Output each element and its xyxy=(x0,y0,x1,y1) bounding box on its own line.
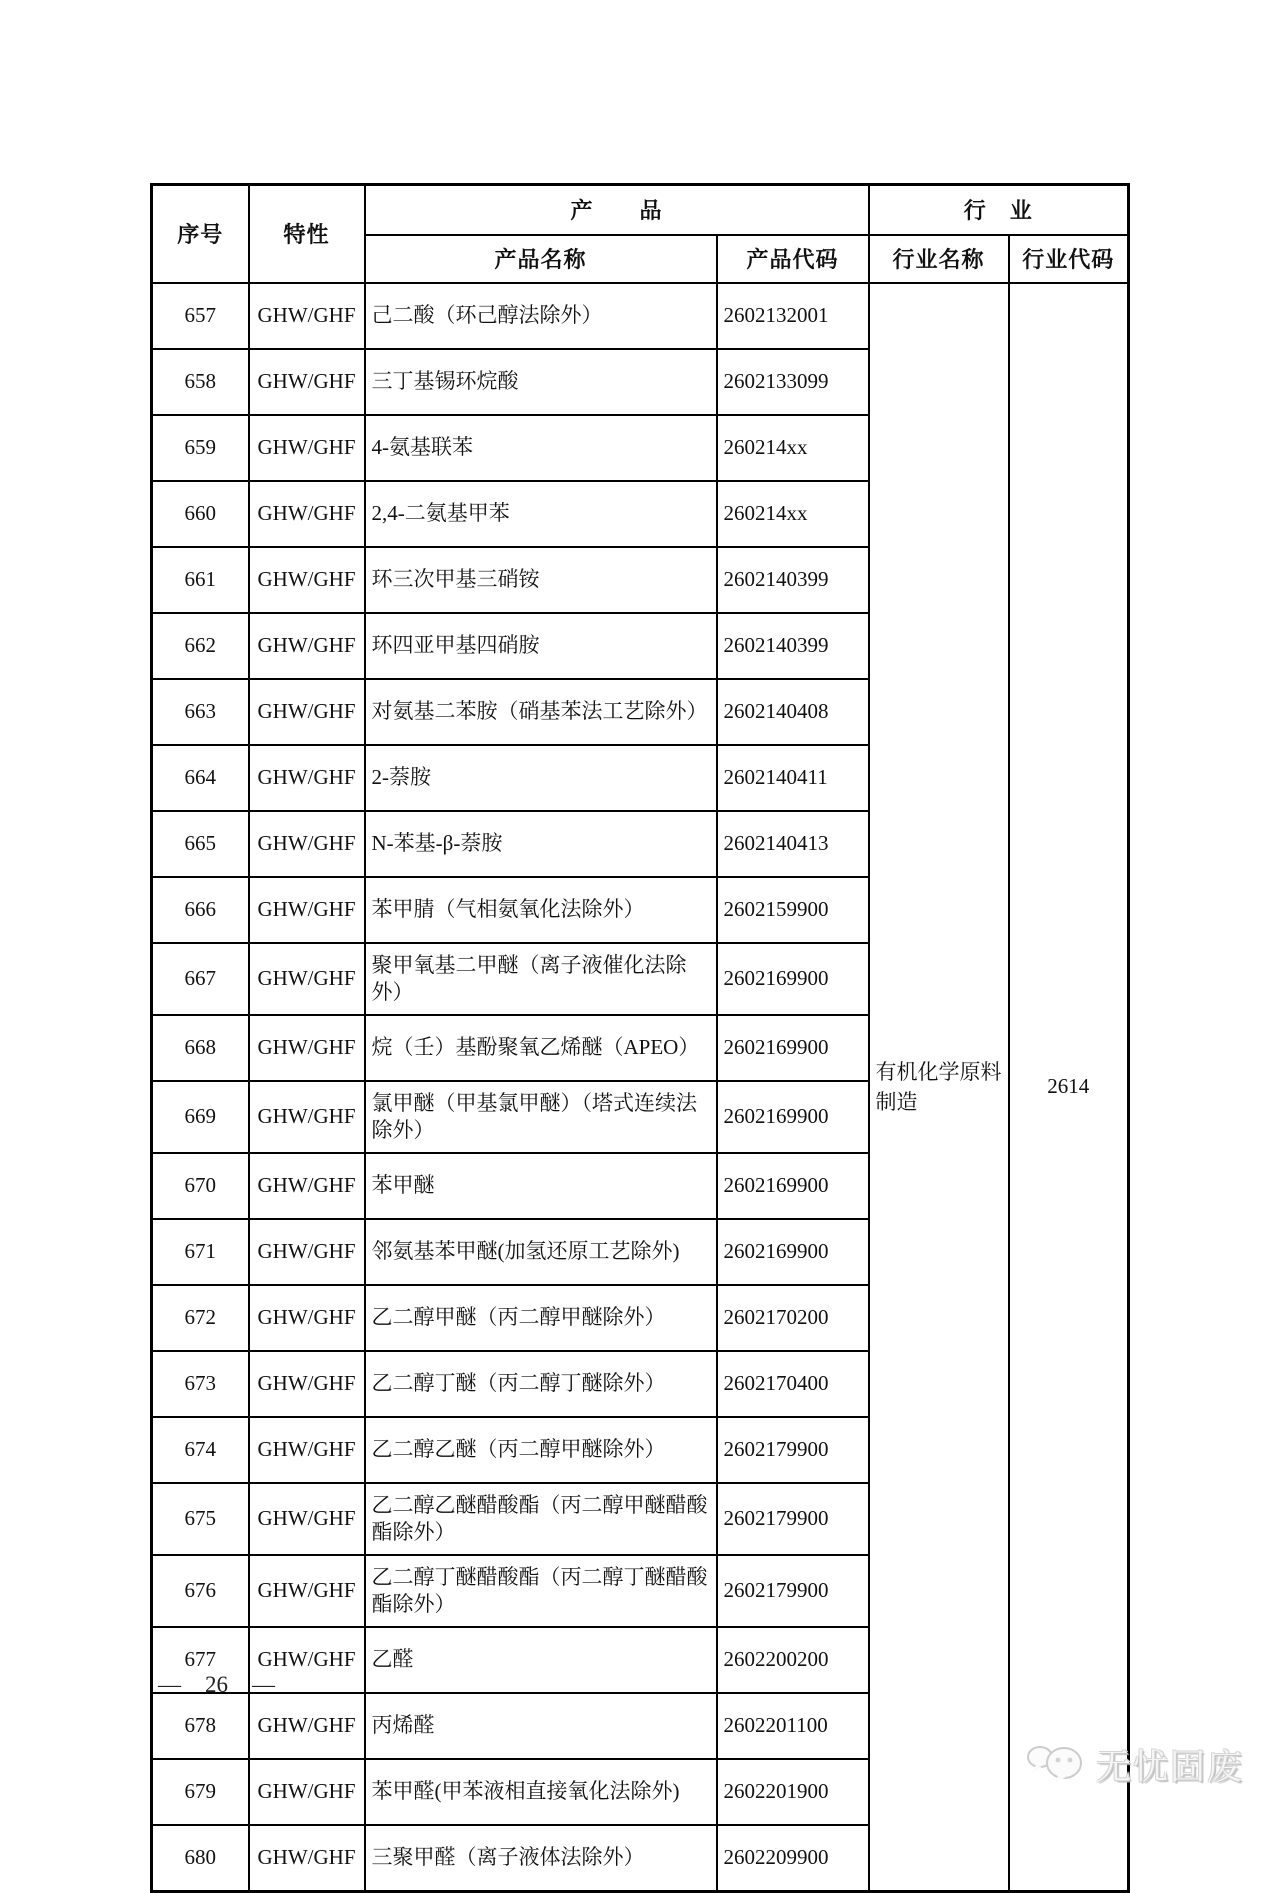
product-name-cell: 乙二醇乙醚（丙二醇甲醚除外） xyxy=(365,1417,717,1483)
row-no-cell: 657 xyxy=(152,283,249,349)
product-name-cell: 2,4-二氨基甲苯 xyxy=(365,481,717,547)
product-code-cell: 2602132001 xyxy=(717,283,869,349)
row-no-cell: 671 xyxy=(152,1219,249,1285)
product-name-cell: 三丁基锡环烷酸 xyxy=(365,349,717,415)
row-no-cell: 678 xyxy=(152,1693,249,1759)
row-attr-cell: GHW/GHF xyxy=(249,1417,365,1483)
product-code-cell: 2602169900 xyxy=(717,1015,869,1081)
row-attr-cell: GHW/GHF xyxy=(249,415,365,481)
row-attr-cell: GHW/GHF xyxy=(249,811,365,877)
product-code-cell: 2602201900 xyxy=(717,1759,869,1825)
header-product-code: 产品代码 xyxy=(717,235,869,283)
table-row xyxy=(152,283,1129,349)
row-attr-cell: GHW/GHF xyxy=(249,1285,365,1351)
product-name-cell: 2-萘胺 xyxy=(365,745,717,811)
product-code-cell: 2602169900 xyxy=(717,1153,869,1219)
product-code-cell: 2602179900 xyxy=(717,1483,869,1555)
row-attr-cell: GHW/GHF xyxy=(249,1825,365,1892)
row-attr-cell: GHW/GHF xyxy=(249,1081,365,1153)
product-code-cell: 2602133099 xyxy=(717,349,869,415)
row-attr-cell: GHW/GHF xyxy=(249,1759,365,1825)
product-code-cell: 2602140411 xyxy=(717,745,869,811)
product-code-cell: 2602179900 xyxy=(717,1555,869,1627)
row-attr-cell: GHW/GHF xyxy=(249,481,365,547)
product-code-cell: 2602169900 xyxy=(717,943,869,1015)
page-footer xyxy=(158,1672,275,1698)
industry-name-cell: 有机化学原料制造 xyxy=(869,283,1009,1892)
product-code-cell: 2602140413 xyxy=(717,811,869,877)
row-no-cell: 675 xyxy=(152,1483,249,1555)
product-code-cell: 2602170200 xyxy=(717,1285,869,1351)
watermark xyxy=(1026,1740,1244,1790)
row-no-cell: 663 xyxy=(152,679,249,745)
row-attr-cell: GHW/GHF xyxy=(249,613,365,679)
product-code-cell: 2602140408 xyxy=(717,679,869,745)
row-no-cell: 672 xyxy=(152,1285,249,1351)
watermark-label: 无忧固废 xyxy=(1095,1748,1244,1787)
product-name-cell: 苯甲腈（气相氨氧化法除外） xyxy=(365,877,717,943)
header-attr: 特性 xyxy=(249,185,365,283)
row-no-cell: 661 xyxy=(152,547,249,613)
product-name-cell: 苯甲醛(甲苯液相直接氧化法除外) xyxy=(365,1759,717,1825)
product-code-cell: 2602201100 xyxy=(717,1693,869,1759)
header-group-industry: 行 业 xyxy=(869,185,1129,235)
product-code-cell: 2602200200 xyxy=(717,1627,869,1693)
row-no-cell: 680 xyxy=(152,1825,249,1892)
product-code-cell: 2602170400 xyxy=(717,1351,869,1417)
footer-dash-right: — xyxy=(252,1672,275,1697)
row-no-cell: 673 xyxy=(152,1351,249,1417)
row-attr-cell: GHW/GHF xyxy=(249,877,365,943)
product-code-cell: 2602169900 xyxy=(717,1219,869,1285)
product-name-cell: 4-氨基联苯 xyxy=(365,415,717,481)
product-name-cell: 三聚甲醛（离子液体法除外） xyxy=(365,1825,717,1892)
row-no-cell: 668 xyxy=(152,1015,249,1081)
table-header xyxy=(152,185,1129,283)
row-attr-cell: GHW/GHF xyxy=(249,547,365,613)
header-industry-code: 行业代码 xyxy=(1009,235,1129,283)
row-attr-cell: GHW/GHF xyxy=(249,745,365,811)
table-body xyxy=(152,283,1129,1892)
product-name-cell: 乙二醇丁醚（丙二醇丁醚除外） xyxy=(365,1351,717,1417)
row-attr-cell: GHW/GHF xyxy=(249,283,365,349)
row-attr-cell: GHW/GHF xyxy=(249,943,365,1015)
product-name-cell: 环三次甲基三硝铵 xyxy=(365,547,717,613)
row-no-cell: 662 xyxy=(152,613,249,679)
product-code-cell: 260214xx xyxy=(717,481,869,547)
product-name-cell: 乙二醇乙醚醋酸酯（丙二醇甲醚醋酸酯除外） xyxy=(365,1483,717,1555)
row-no-cell: 666 xyxy=(152,877,249,943)
product-name-cell: 对氨基二苯胺（硝基苯法工艺除外） xyxy=(365,679,717,745)
row-attr-cell: GHW/GHF xyxy=(249,1153,365,1219)
row-attr-cell: GHW/GHF xyxy=(249,1015,365,1081)
row-attr-cell: GHW/GHF xyxy=(249,1219,365,1285)
row-attr-cell: GHW/GHF xyxy=(249,1693,365,1759)
row-no-cell: 665 xyxy=(152,811,249,877)
product-name-cell: 烷（壬）基酚聚氧乙烯醚（APEO） xyxy=(365,1015,717,1081)
product-code-cell: 2602140399 xyxy=(717,547,869,613)
product-name-cell: 乙二醇甲醚（丙二醇甲醚除外） xyxy=(365,1285,717,1351)
row-attr-cell: GHW/GHF xyxy=(249,349,365,415)
product-name-cell: 乙醛 xyxy=(365,1627,717,1693)
product-code-cell: 2602140399 xyxy=(717,613,869,679)
row-attr-cell: GHW/GHF xyxy=(249,1555,365,1627)
row-no-cell: 664 xyxy=(152,745,249,811)
row-no-cell: 676 xyxy=(152,1555,249,1627)
product-name-cell: N-苯基-β-萘胺 xyxy=(365,811,717,877)
industry-code-cell: 2614 xyxy=(1009,283,1129,1892)
footer-dash-left: — xyxy=(158,1672,181,1697)
row-no-cell: 679 xyxy=(152,1759,249,1825)
product-code-cell: 2602159900 xyxy=(717,877,869,943)
row-no-cell: 658 xyxy=(152,349,249,415)
row-attr-cell: GHW/GHF xyxy=(249,1483,365,1555)
row-no-cell: 670 xyxy=(152,1153,249,1219)
product-code-cell: 260214xx xyxy=(717,415,869,481)
header-no: 序号 xyxy=(152,185,249,283)
row-no-cell: 660 xyxy=(152,481,249,547)
product-code-cell: 2602209900 xyxy=(717,1825,869,1892)
header-industry-name: 行业名称 xyxy=(869,235,1009,283)
page-number: 26 xyxy=(205,1672,228,1697)
row-no-cell: 667 xyxy=(152,943,249,1015)
product-name-cell: 苯甲醚 xyxy=(365,1153,717,1219)
product-name-cell: 聚甲氧基二甲醚（离子液催化法除外） xyxy=(365,943,717,1015)
product-code-cell: 2602179900 xyxy=(717,1417,869,1483)
row-no-cell: 659 xyxy=(152,415,249,481)
row-attr-cell: GHW/GHF xyxy=(249,679,365,745)
product-name-cell: 氯甲醚（甲基氯甲醚）（塔式连续法除外） xyxy=(365,1081,717,1153)
wechat-bubbles-icon xyxy=(1026,1741,1088,1790)
product-name-cell: 丙烯醛 xyxy=(365,1693,717,1759)
product-name-cell: 环四亚甲基四硝胺 xyxy=(365,613,717,679)
product-name-cell: 乙二醇丁醚醋酸酯（丙二醇丁醚醋酸酯除外） xyxy=(365,1555,717,1627)
header-group-product: 产 品 xyxy=(365,185,869,235)
row-no-cell: 674 xyxy=(152,1417,249,1483)
row-attr-cell: GHW/GHF xyxy=(249,1627,365,1693)
row-no-cell: 669 xyxy=(152,1081,249,1153)
header-product-name: 产品名称 xyxy=(365,235,717,283)
row-attr-cell: GHW/GHF xyxy=(249,1351,365,1417)
hazardous-waste-product-table xyxy=(150,183,1130,1893)
header-group-row xyxy=(152,185,1129,235)
row-no-cell: 677 xyxy=(152,1627,249,1693)
product-code-cell: 2602169900 xyxy=(717,1081,869,1153)
product-name-cell: 己二酸（环己醇法除外） xyxy=(365,283,717,349)
product-name-cell: 邻氨基苯甲醚(加氢还原工艺除外) xyxy=(365,1219,717,1285)
